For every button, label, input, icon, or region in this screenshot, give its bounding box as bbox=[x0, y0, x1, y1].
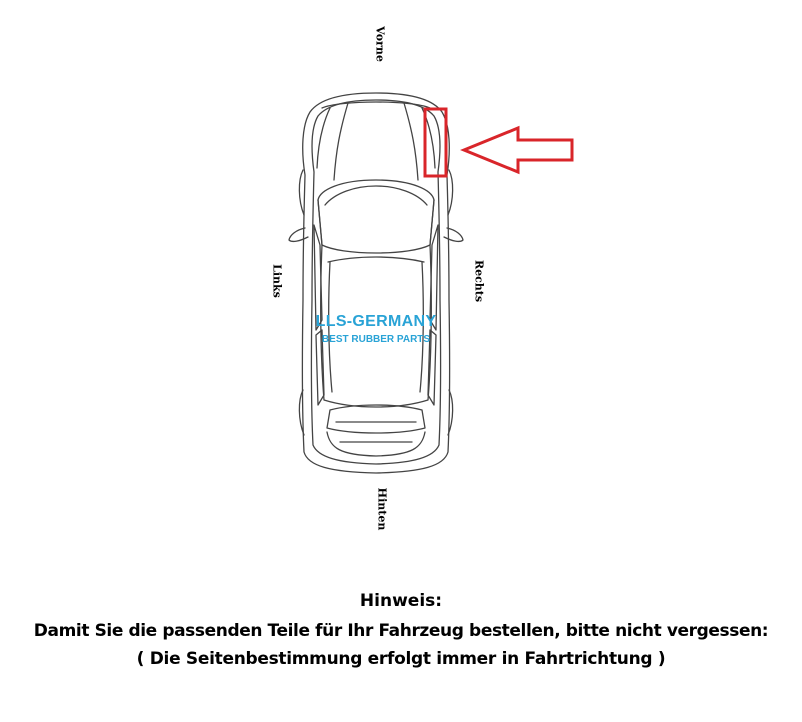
watermark-subtitle: BEST RUBBER PARTS bbox=[321, 334, 431, 345]
front-label: Vorne bbox=[373, 26, 387, 62]
watermark-title: LLS-GERMANY bbox=[315, 313, 437, 330]
note-heading: Hinweis: bbox=[359, 591, 443, 611]
right-label: Rechts bbox=[472, 259, 486, 303]
note-line2: ( Die Seitenbestimmung erfolgt immer in Fahrtrichtung ) bbox=[136, 649, 666, 669]
arrow-icon bbox=[464, 128, 572, 172]
note-line1: Damit Sie die passenden Teile für Ihr Fahrzeug bestellen, bitte nicht vergessen: bbox=[33, 621, 769, 641]
left-label: Links bbox=[270, 264, 284, 298]
car-outline bbox=[289, 93, 463, 473]
rear-label: Hinten bbox=[375, 487, 389, 531]
